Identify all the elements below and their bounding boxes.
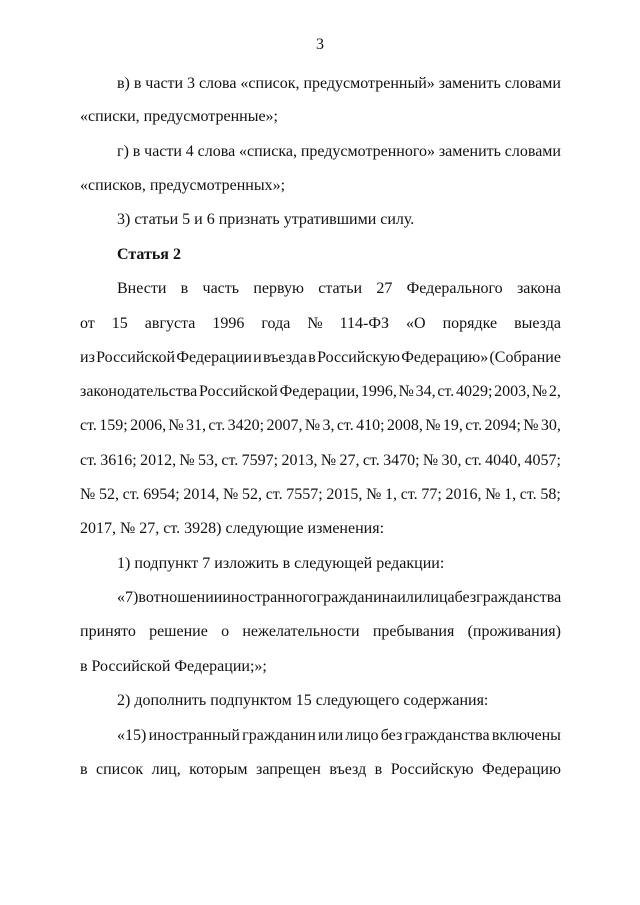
word: отношении	[145, 589, 223, 606]
word: словами	[504, 75, 561, 92]
word: №	[80, 486, 96, 503]
text-line	[80, 415, 561, 437]
word: 6954;	[143, 486, 180, 503]
word: ст.	[519, 486, 537, 503]
word: 3	[187, 75, 196, 92]
word: 2007,	[266, 417, 303, 434]
word: без	[454, 589, 477, 606]
word: №	[304, 417, 321, 434]
word: часть	[202, 280, 240, 297]
word: 27	[376, 280, 393, 297]
word: 15	[111, 315, 128, 332]
word: «список,	[240, 75, 300, 92]
word: 2,	[548, 383, 561, 400]
word: в	[80, 761, 88, 778]
text-line	[117, 725, 561, 747]
word: года	[261, 315, 291, 332]
word: №	[320, 452, 337, 469]
word: 3420;	[227, 417, 265, 434]
word: нежелательности	[242, 623, 360, 640]
word: 52,	[98, 486, 119, 503]
word: в	[138, 589, 146, 606]
word: г)	[117, 143, 129, 160]
word: ст.	[465, 417, 483, 434]
word: которым	[189, 761, 248, 778]
word: в)	[117, 75, 130, 92]
word: лицо	[345, 727, 379, 744]
word: 2094;	[484, 417, 521, 434]
word: 2015,	[326, 486, 363, 503]
text-line	[117, 278, 561, 300]
word: слова	[198, 75, 237, 92]
word: въезд	[329, 761, 367, 778]
word: 4029;	[455, 383, 493, 400]
word: запрещен	[256, 761, 321, 778]
word: ст.	[221, 452, 239, 469]
word: «7)	[117, 589, 139, 606]
word: ст.	[400, 486, 418, 503]
word: принято	[80, 623, 136, 640]
word: №	[398, 383, 414, 400]
word: Российскую	[317, 349, 400, 366]
word: августа	[144, 315, 196, 332]
text-line	[117, 141, 561, 163]
word: №	[168, 417, 184, 434]
word: ст.	[208, 417, 226, 434]
word: 7557;	[286, 486, 323, 503]
word: части	[145, 75, 184, 92]
word: из	[80, 349, 95, 366]
word: 2003,	[494, 383, 531, 400]
word: «списка,	[239, 143, 297, 160]
text-line	[80, 381, 561, 403]
word: Российской	[198, 383, 278, 400]
word: или	[318, 727, 344, 744]
word: статьи	[318, 280, 363, 297]
word: закона	[516, 280, 561, 297]
word: заменить	[438, 143, 501, 160]
text-line: 1) подпункт 7 изложить в следующей редакции:	[117, 555, 445, 572]
word: в	[133, 75, 142, 92]
word: 77;	[421, 486, 442, 503]
word: Федерацию	[481, 761, 561, 778]
word: гражданина	[316, 589, 398, 606]
word: 27,	[339, 452, 360, 469]
word: Внести	[117, 280, 167, 297]
word: 2013,	[281, 452, 318, 469]
word: 3470;	[383, 452, 420, 469]
word: гражданства	[476, 589, 562, 606]
text-line	[80, 450, 561, 472]
word: 410;	[356, 417, 385, 434]
text-line: 3) статьи 5 и 6 признать утратившими силу.	[117, 211, 415, 228]
word: Федерального	[406, 280, 503, 297]
word: иностранного	[222, 589, 317, 606]
word: №	[422, 452, 439, 469]
word: 53,	[198, 452, 219, 469]
word: ст.	[362, 452, 380, 469]
word: первую	[253, 280, 304, 297]
word: ст.	[122, 486, 140, 503]
word: в	[374, 761, 383, 778]
word: «15)	[117, 727, 147, 744]
word: №	[425, 417, 441, 434]
page-number: 3	[316, 36, 324, 53]
text-line: в Российской Федерации;»;	[80, 658, 267, 675]
word: предусмотренного»	[300, 143, 436, 160]
word: 1996	[212, 315, 245, 332]
word: 2012,	[140, 452, 177, 469]
word: и	[253, 349, 262, 366]
word: 3616;	[100, 452, 137, 469]
word: 4040,	[485, 452, 522, 469]
text-line	[80, 347, 561, 369]
word: №	[485, 486, 501, 503]
word: гражданства	[404, 727, 490, 744]
word: законодательства	[80, 383, 198, 400]
word: ст.	[80, 452, 97, 469]
word: Российскую	[390, 761, 474, 778]
word: 159;	[99, 417, 128, 434]
word: или	[397, 589, 423, 606]
word: в	[308, 349, 316, 366]
text-line	[117, 73, 561, 95]
word: заменить	[438, 75, 501, 92]
word: предусмотренный»	[303, 75, 435, 92]
word: выезда	[514, 315, 561, 332]
word: 1,	[504, 486, 517, 503]
word: въезда	[263, 349, 307, 366]
word: 30,	[441, 452, 462, 469]
word: №	[179, 452, 195, 469]
word: список	[96, 761, 144, 778]
word: лиц,	[151, 761, 181, 778]
word: ст.	[437, 383, 455, 400]
word: ст.	[265, 486, 283, 503]
word: ст.	[336, 417, 354, 434]
text-line	[117, 587, 561, 609]
word: без	[380, 727, 403, 744]
word: 52,	[242, 486, 262, 503]
word: пребывания	[372, 623, 455, 640]
word: «О	[406, 315, 426, 332]
word: ст.	[464, 452, 482, 469]
word: части	[144, 143, 182, 160]
word: 30,	[540, 417, 561, 434]
text-line	[80, 484, 561, 506]
word: гражданин	[242, 727, 316, 744]
word: №	[223, 486, 239, 503]
word: Федерации	[176, 349, 252, 366]
word: 31,	[186, 417, 207, 434]
word: Федерацию»	[401, 349, 489, 366]
word: в	[180, 280, 189, 297]
text-line: 2017, № 27, ст. 3928) следующие изменения:	[80, 520, 385, 537]
article-heading: Статья 2	[117, 246, 181, 263]
word: №	[366, 486, 382, 503]
word: 7597;	[241, 452, 279, 469]
word: 2016,	[445, 486, 482, 503]
text-line: «списки, предусмотренные»;	[80, 108, 278, 125]
word: (проживания)	[467, 623, 561, 640]
word: (Собрание	[489, 349, 561, 366]
word: 1996,	[360, 383, 397, 400]
text-line	[80, 759, 561, 781]
word: Российской	[96, 349, 176, 366]
word: 4	[185, 143, 194, 160]
word: №	[531, 383, 548, 400]
word: 19,	[442, 417, 463, 434]
word: 34,	[415, 383, 436, 400]
word: 2014,	[183, 486, 220, 503]
word: порядке	[442, 315, 498, 332]
word: от	[80, 315, 95, 332]
word: лица	[422, 589, 455, 606]
word: ст.	[80, 417, 97, 434]
word: №	[523, 417, 539, 434]
word: слова	[197, 143, 236, 160]
word: Федерации,	[279, 383, 360, 400]
word: №	[307, 315, 323, 332]
word: решение	[149, 623, 208, 640]
word: 2006,	[130, 417, 167, 434]
word: 1,	[385, 486, 398, 503]
word: включены	[491, 727, 561, 744]
text-line	[80, 621, 561, 643]
text-line	[80, 313, 561, 335]
word: 114-ФЗ	[339, 315, 389, 332]
word: 3,	[322, 417, 335, 434]
word: 58;	[540, 486, 561, 503]
word: 4057;	[524, 452, 561, 469]
word: в	[132, 143, 141, 160]
word: словами	[504, 143, 561, 160]
text-line: «списков, предусмотренных»;	[80, 177, 286, 194]
word: иностранный	[148, 727, 240, 744]
word: о	[221, 623, 230, 640]
word: 2008,	[386, 417, 423, 434]
text-line: 2) дополнить подпунктом 15 следующего содержания:	[117, 692, 489, 709]
